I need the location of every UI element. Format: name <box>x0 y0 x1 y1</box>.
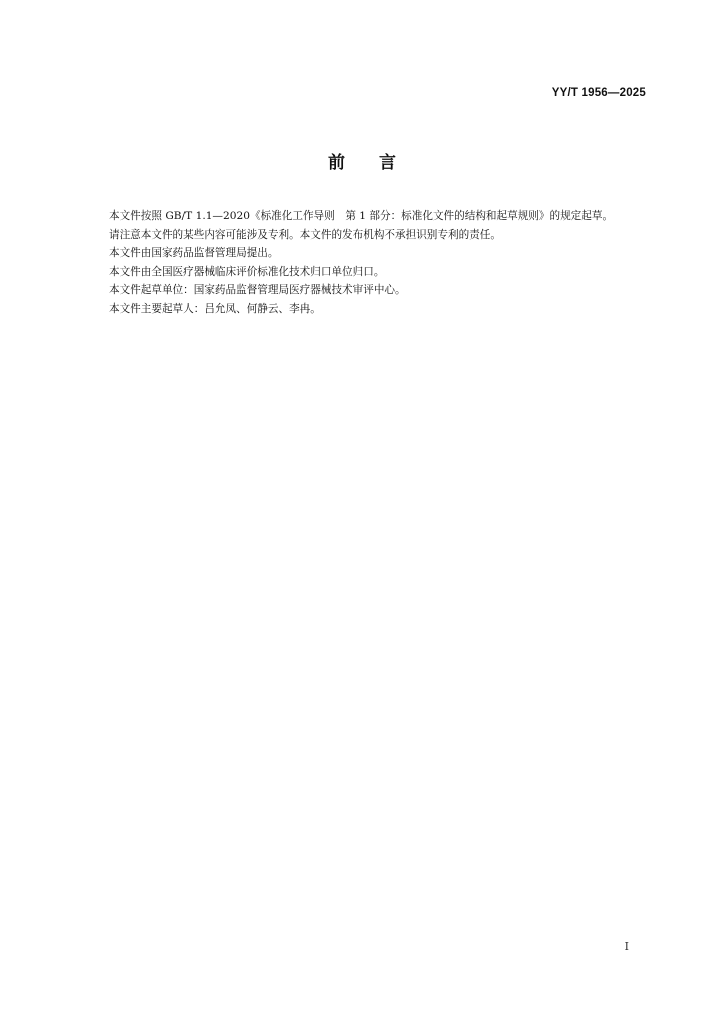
paragraph-drafters: 本文件主要起草人：吕允凤、何静云、李冉。 <box>109 302 321 315</box>
page-title: 前言 <box>328 153 430 173</box>
foreword-body <box>88 207 648 319</box>
page-number: I <box>624 940 629 953</box>
paragraph-centralized-unit: 本文件由全国医疗器械临床评价标准化技术归口单位归口。 <box>109 265 385 278</box>
paragraph-proposer: 本文件由国家药品监督管理局提出。 <box>109 247 279 260</box>
standard-code: YY/T 1956—2025 <box>551 87 646 99</box>
paragraph-patent-notice: 请注意本文件的某些内容可能涉及专利。本文件的发布机构不承担识别专利的责任。 <box>109 228 501 241</box>
paragraph-drafting-unit: 本文件起草单位：国家药品监督管理局医疗器械技术审评中心。 <box>109 284 406 297</box>
paragraph-drafting-rules: 本文件按照 GB/T 1.1—2020《标准化工作导则 第 1 部分：标准化文件的结构和起草规则》的规定起草。 <box>109 210 614 222</box>
